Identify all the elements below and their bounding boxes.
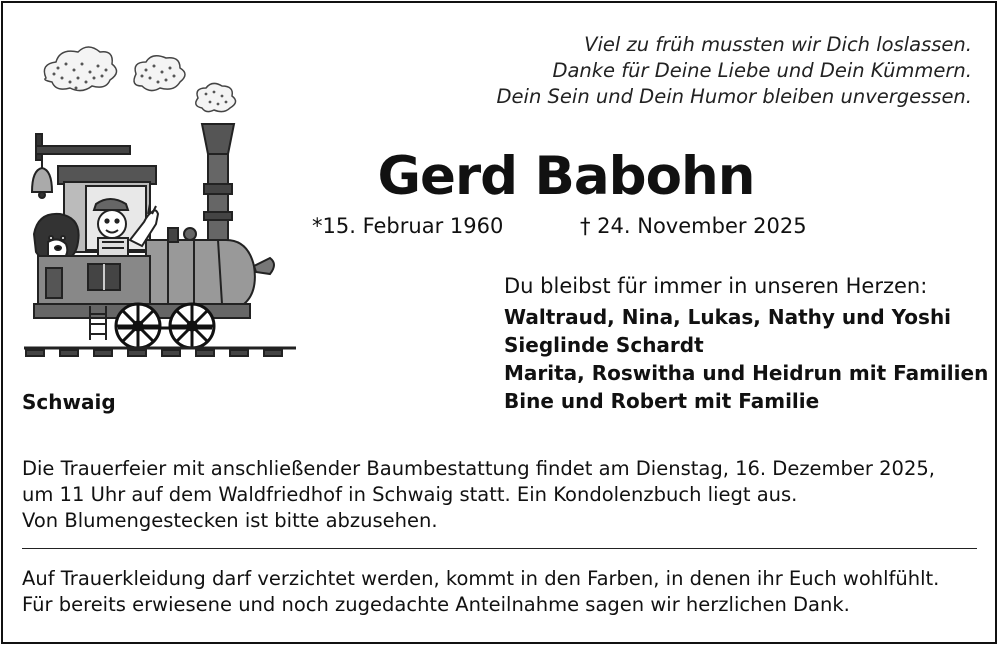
divider (22, 548, 977, 549)
memorial-quote (497, 32, 972, 110)
cloud-icon (44, 47, 116, 91)
mourners-intro: Du bleibst für immer in unseren Herzen: (504, 274, 928, 298)
quote-line: Danke für Deine Liebe und Dein Kümmern. (552, 59, 972, 82)
town-name: Schwaig (22, 390, 116, 414)
boiler-icon (146, 228, 274, 304)
quote-line: Viel zu früh mussten wir Dich loslassen. (584, 33, 972, 56)
footer-line: Für bereits erwiesene und noch zugedachte Anteilnahme sagen wir herzlichen Dank. (22, 593, 850, 616)
mourner-line: Marita, Roswitha und Heidrun mit Familien (504, 361, 989, 385)
rail-track-icon (24, 348, 296, 356)
cloud-icon (134, 56, 185, 91)
footer-line: Auf Trauerkleidung darf verzichtet werden, kommt in den Farben, in denen ihr Euch wohlfühlt. (22, 567, 940, 590)
mourner-line: Waltraud, Nina, Lukas, Nathy und Yoshi (504, 305, 952, 329)
deceased-name: Gerd Babohn (377, 146, 755, 207)
footer-note (22, 566, 939, 618)
quote-line: Dein Sein und Dein Humor bleiben unvergessen. (496, 85, 972, 108)
death-date: † 24. November 2025 (580, 214, 807, 238)
ceremony-line: um 11 Uhr auf dem Waldfriedhof in Schwaig statt. Ein Kondolenzbuch liegt aus. (22, 483, 798, 506)
ceremony-info (22, 456, 935, 534)
mourners-list (504, 303, 988, 415)
ceremony-line: Von Blumengestecken ist bitte abzusehen. (22, 509, 438, 532)
birth-date: *15. Februar 1960 (312, 214, 504, 238)
wheel-icon (116, 304, 160, 348)
mourner-line: Sieglinde Schardt (504, 333, 704, 357)
ceremony-line: Die Trauerfeier mit anschließender Baumbestattung findet am Dienstag, 16. Dezember 2025, (22, 457, 935, 480)
wheel-icon (170, 304, 214, 348)
mourner-line: Bine und Robert mit Familie (504, 389, 820, 413)
cloud-icon (196, 83, 236, 111)
